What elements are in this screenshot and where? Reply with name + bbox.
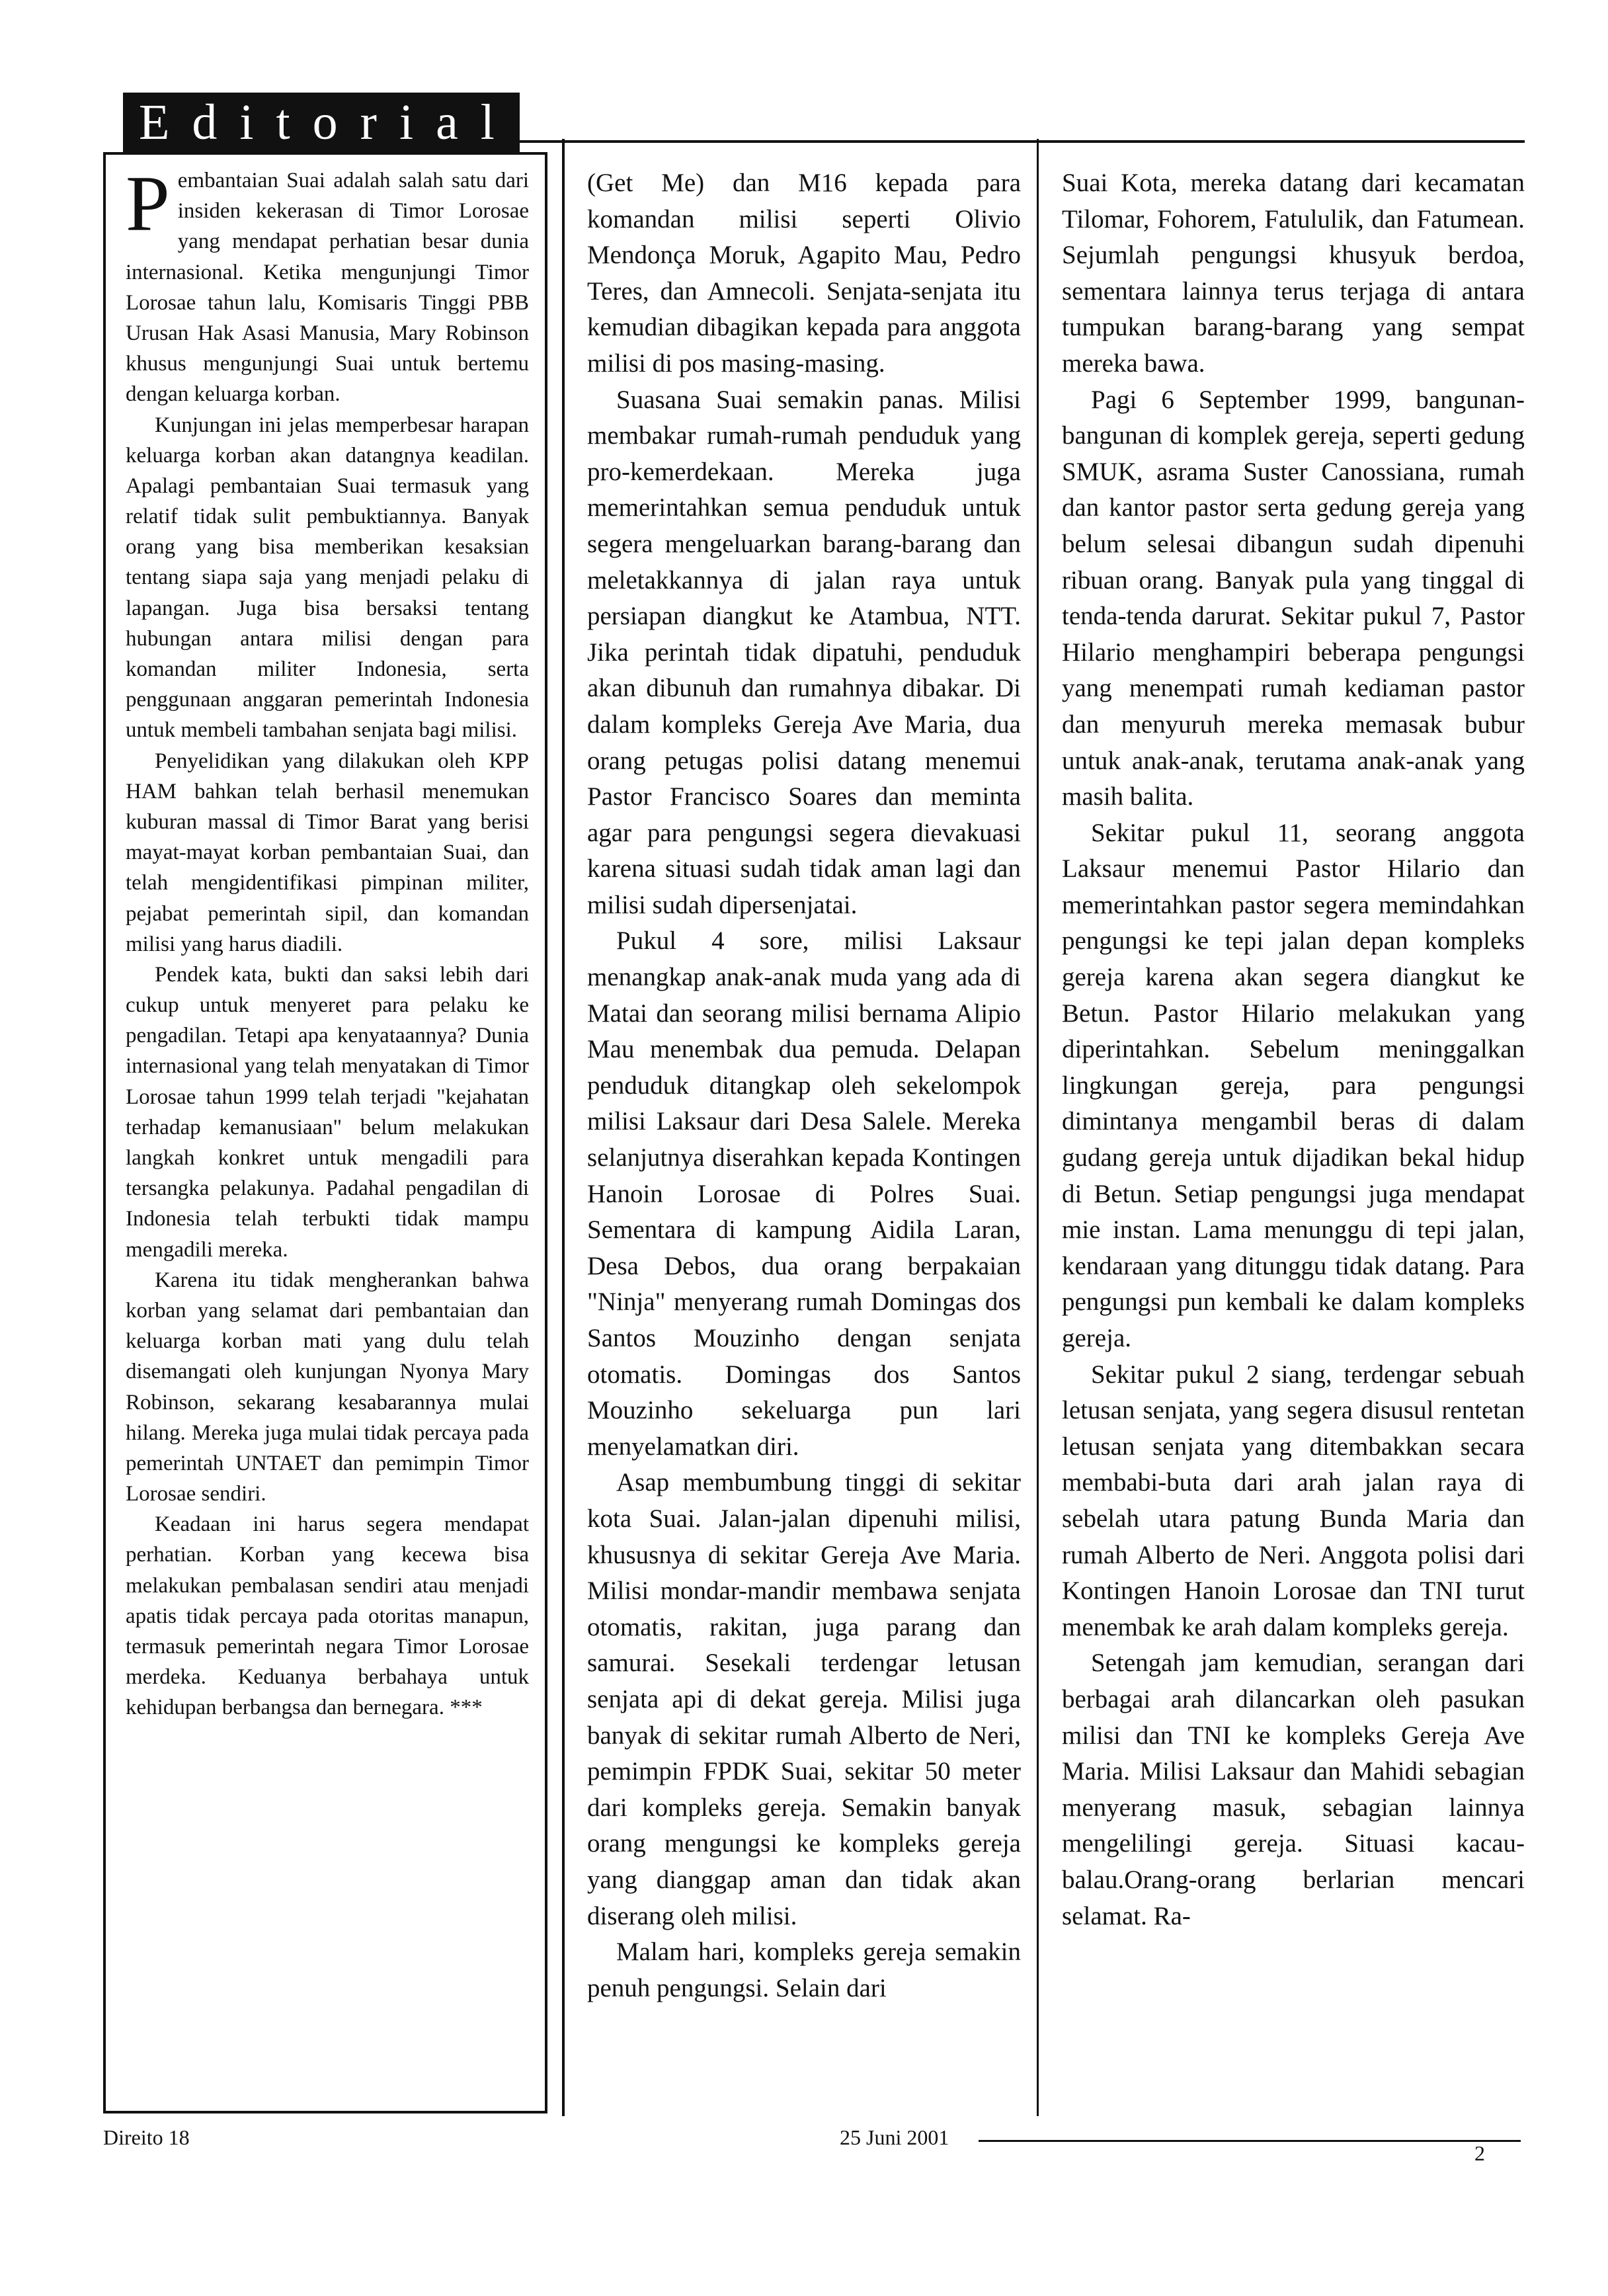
column-divider-2 [1037,139,1039,2116]
paragraph: Kunjungan ini jelas memperbesar harapan keluarga korban akan datangnya keadilan. Apalagi pembantaian Suai termasuk yang relatif tidak sulit pembuktiannya. Banyak orang yang bisa memberikan kesaksian tentang siapa saja yang menjadi pelaku di lapangan. Juga bisa bersaksi tentang hubungan antara milisi dengan para komandan militer Indonesia, serta penggunaan anggaran pemerintah Indonesia untuk membeli tambahan senjata bagi milisi. [126,413,529,743]
paragraph: Keadaan ini harus segera mendapat perhatian. Korban yang kecewa bisa melakukan pembalasan sendiri atau menjadi apatis tidak percaya pada otoritas manapun, termasuk pemerintah negara Timor Lorosae merdeka. Keduanya berbahaya untuk kehidupan berbangsa dan bernegara. *** [126,1512,529,1720]
masthead-title: Editorial [139,94,517,150]
paragraph [126,159,529,410]
paragraph: Suasana Suai semakin panas. Milisi membakar rumah-rumah penduduk yang pro-kemerdekaan. Mereka juga memerintahkan semua penduduk untuk segera mengeluarkan barang-barang dan meletakkannya di jalan raya untuk persiapan diangkut ke Atambua, NTT. Jika perintah tidak dipatuhi, penduduk akan dibunuh dan rumahnya dibakar. Di dalam kompleks Gereja Ave Maria, dua orang petugas polisi datang menemui Pastor Francisco Soares dan meminta agar para pengungsi segera dievakuasi karena situasi sudah tidak aman lagi dan milisi sudah dipersenjatai. [587,385,1021,919]
editorial-masthead [123,93,520,152]
article-column-3 [1062,165,1525,1934]
column-divider-1 [562,139,565,2116]
editorial-column [126,159,529,1723]
header-rule [520,140,1525,143]
paragraph: (Get Me) dan M16 kepada para komandan milisi seperti Olivio Mendonça Moruk, Agapito Mau, Pedro Teres, dan Amnecoli. Senjata-senjata itu kemudian dibagikan kepada para anggota milisi di pos masing-masing. [587,169,1021,378]
article-column-2 [587,165,1021,2006]
paragraph: Sekitar pukul 2 siang, terdengar sebuah letusan senjata, yang segera disusul rentetan letusan senjata yang ditembakkan secara membabi-buta dari arah jalan raya di sebelah utara patung Bunda Maria dan rumah Alberto de Neri. Anggota polisi dari Kontingen Hanoin Lorosae dan TNI turut menembak ke arah dalam kompleks gereja. [1062,1360,1525,1641]
footer-date: 25 Juni 2001 [840,2125,949,2149]
paragraph: Pagi 6 September 1999, bangunan-bangunan di komplek gereja, seperti gedung SMUK, asrama Suster Canossiana, rumah dan kantor pastor serta gedung gereja yang belum selesai dibangun sudah dipenuhi ribuan orang. Banyak pula yang tinggal di tenda-tenda darurat. Sekitar pukul 7, Pastor Hilario menghampiri beberapa pengungsi yang menempati rumah kediaman pastor dan menyuruh mereka memasak bubur untuk anak-anak, terutama anak-anak yang masih balita. [1062,385,1525,811]
paragraph: Malam hari, kompleks gereja semakin penuh pengungsi. Selain dari [587,1938,1021,2002]
paragraph: Setengah jam kemudian, serangan dari berbagai arah dilancarkan oleh pasukan milisi dan TNI ke kompleks Gereja Ave Maria. Milisi Laksaur dan Mahidi sebagian menyerang masuk, sebagian lainnya mengelilingi gereja. Situasi kacau-balau.Orang-orang berlarian mencari selamat. Ra- [1062,1649,1525,1930]
page-number: 2 [1474,2141,1485,2165]
paragraph: Suai Kota, mereka datang dari kecamatan Tilomar, Fohorem, Fatululik, dan Fatumean. Sejumlah pengungsi khusyuk berdoa, sementara lainnya terus terjaga di antara tumpukan barang-barang yang sempat mereka bawa. [1062,169,1525,378]
paragraph: Penyelidikan yang dilakukan oleh KPP HAM bahkan telah berhasil menemukan kuburan massal di Timor Barat yang berisi mayat-mayat korban pembantaian Suai, dan telah mengidentifikasi pimpinan militer, pejabat pemerintah sipil, dan komandan milisi yang harus diadili. [126,749,529,956]
paragraph: Asap membumbung tinggi di sekitar kota Suai. Jalan-jalan dipenuhi milisi, khususnya di sekitar Gereja Ave Maria. Milisi mondar-mandir membawa senjata otomatis, rakitan, juga parang dan samurai. Sesekali terdengar letusan senjata api di dekat gereja. Milisi juga banyak di sekitar rumah Alberto de Neri, pemimpin FPDK Suai, sekitar 50 meter dari kompleks gereja. Semakin banyak orang mengungsi ke kompleks gereja yang dianggap aman dan tidak akan diserang oleh milisi. [587,1468,1021,1930]
footer-rule [979,2140,1521,2142]
drop-cap: P [126,159,170,247]
paragraph-text: embantaian Suai adalah salah satu dari insiden kekerasan di Timor Lorosae yang mendapat perhatian besar dunia internasional. Ketika mengunjungi Timor Lorosae tahun lalu, Komisaris Tinggi PBB Urusan Hak Asasi Manusia, Mary Robinson khusus mengunjungi Suai untuk bertemu dengan keluarga korban. [126,169,529,407]
paragraph: Pendek kata, bukti dan saksi lebih dari cukup untuk menyeret para pelaku ke pengadilan. Tetapi apa kenyataannya? Dunia internasional yang telah menyatakan di Timor Lorosae tahun 1999 telah terjadi "kejahatan terhadap kemanusiaan" belum melakukan langkah konkret untuk mengadili para tersangka pelakunya. Padahal pengadilan di Indonesia telah terbukti tidak mampu mengadili mereka. [126,962,529,1262]
footer-publication: Direito 18 [103,2125,190,2149]
paragraph: Karena itu tidak mengherankan bahwa korban yang selamat dari pembantaian dan keluarga korban mati yang dulu telah disemangati oleh kunjungan Nyonya Mary Robinson, sekarang kesabarannya mulai hilang. Mereka juga mulai tidak percaya pada pemerintah UNTAET dan pemimpin Timor Lorosae sendiri. [126,1268,529,1506]
paragraph: Pukul 4 sore, milisi Laksaur menangkap anak-anak muda yang ada di Matai dan seorang milisi bernama Alipio Mau menembak dua pemuda. Delapan penduduk ditangkap oleh sekelompok milisi Laksaur dari Desa Salele. Mereka selanjutnya diserahkan kepada Kontingen Hanoin Lorosae di Polres Suai. Sementara di kampung Aidila Laran, Desa Debos, dua orang berpakaian "Ninja" menyerang rumah Domingas dos Santos Mouzinho dengan senjata otomatis. Domingas dos Santos Mouzinho sekeluarga pun lari menyelamatkan diri. [587,926,1021,1461]
paragraph: Sekitar pukul 11, seorang anggota Laksaur menemui Pastor Hilario dan memerintahkan pastor segera memindahkan pengungsi ke tepi jalan depan kompleks gereja karena akan segera diangkut ke Betun. Pastor Hilario melakukan yang diperintahkan. Sebelum meninggalkan lingkungan gereja, para pengungsi dimintanya mengambil beras di dalam gudang gereja untuk dijadikan bekal hidup di Betun. Setiap pengungsi juga mendapat mie instan. Lama menunggu di tepi jalan, kendaraan yang ditunggu tidak datang. Para pengungsi pun kembali ke dalam kompleks gereja. [1062,818,1525,1352]
